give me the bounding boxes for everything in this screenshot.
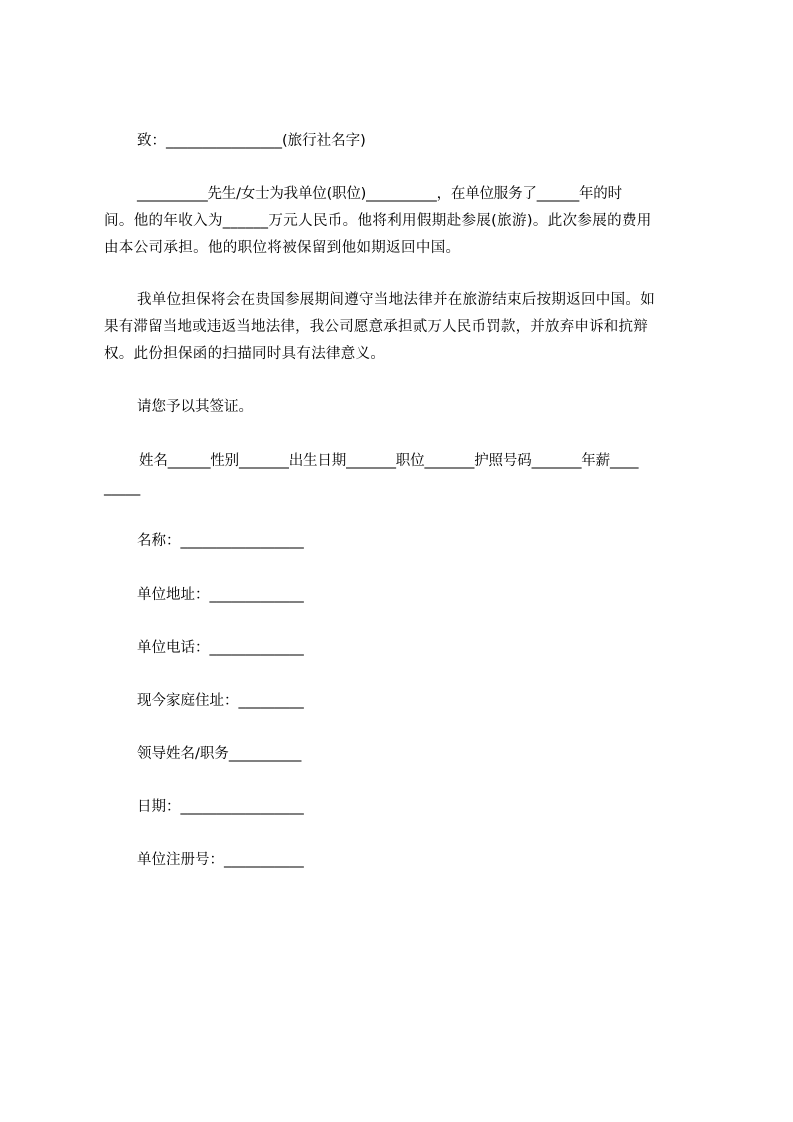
paragraph-2-line-1: 我单位担保将会在贵国参展期间遵守当地法律并在旅游结束后按期返回中国。如	[137, 292, 655, 308]
paragraph-2-line-2: 果有滞留当地或违返当地法律，我公司愿意承担贰万人民币罚款，并放弃申诉和抗辩	[104, 319, 648, 335]
paragraph-1-line-3: 由本公司承担。他的职位将被保留到他如期返回中国。	[104, 240, 461, 256]
field-address: 单位地址：_____________	[137, 587, 304, 603]
paragraph-2-line-3: 权。此份担保函的扫描同时具有法律意义。	[104, 346, 386, 362]
paragraph-1-line-1	[104, 184, 698, 204]
paragraph-1-line-2: 间。他的年收入为______万元人民币。他将利用假期赴参展(旅游)。此次参展的费用	[104, 213, 652, 229]
field-date: 日期：_________________	[137, 799, 304, 815]
info-row-line-1: 姓名______性别_______出生日期_______职位_______护照号码_______年薪____	[139, 453, 639, 469]
info-row-line-2: _____	[104, 480, 141, 496]
salutation: 致：________________(旅行社名字)	[137, 133, 366, 149]
visa-request: 请您予以其签证。	[137, 399, 253, 415]
field-home-address: 现今家庭住址：_________	[137, 693, 304, 709]
field-leader: 领导姓名/职务__________	[137, 746, 302, 762]
field-phone: 单位电话：_____________	[137, 640, 304, 656]
field-name: 名称：_________________	[137, 533, 304, 549]
field-registration-number: 单位注册号：___________	[137, 852, 304, 868]
paragraph-1-line-1-text: __________先生/女士为我单位(职位)__________，在单位服务了______年的时	[137, 186, 622, 202]
